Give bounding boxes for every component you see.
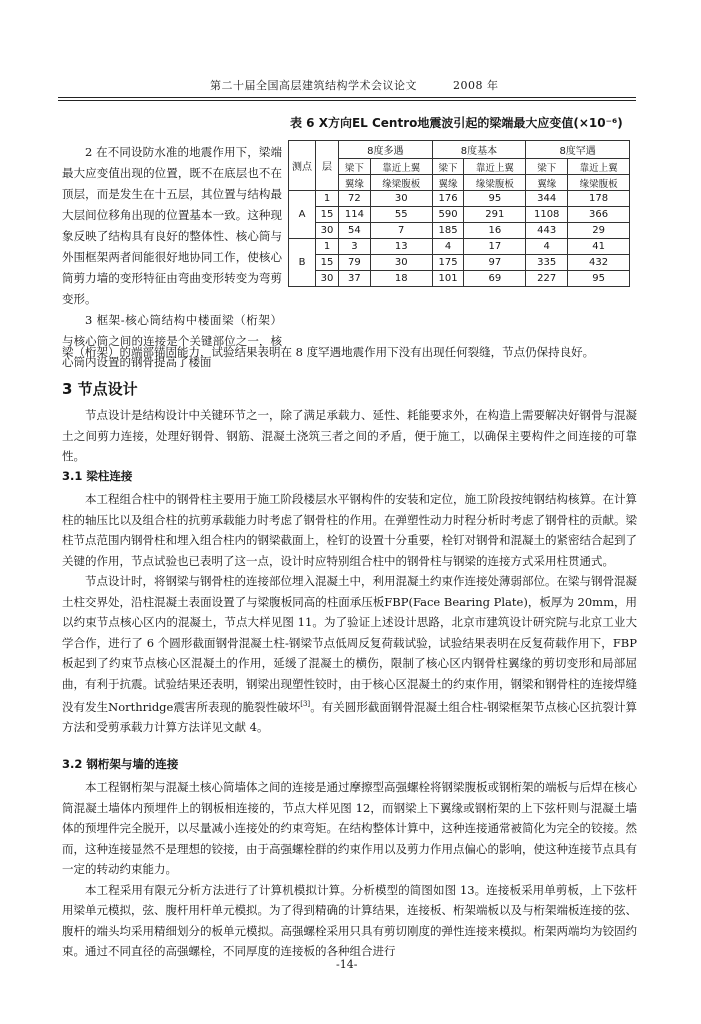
section-heading: 3 节点设计 [62, 380, 138, 398]
table-header-row [289, 141, 630, 159]
conclusion-paragraph-3: 3 框架-核心筒结构中楼面梁（桁架）与核心筒之间的连接是个关键部位之一，核心筒内设置的钢骨提高了楼面 [62, 313, 282, 369]
table-cell: 178 [568, 191, 630, 207]
table-cell: 4 [526, 239, 568, 255]
subheader-bottom: 翼缘 [339, 175, 371, 191]
table-cell: 3 [339, 239, 371, 255]
table-cell: 30 [370, 191, 432, 207]
table-cell: 79 [339, 255, 371, 271]
subheader-bottom: 缘梁腹板 [568, 175, 630, 191]
table-cell: 15 [316, 255, 339, 271]
conclusion-paragraph-3-continued: 梁（桁架）的端部锚固能力，试验结果表明在 8 度罕遇地震作用下没有出现任何裂缝，节点仍保持良好。 [62, 345, 595, 359]
table-cell: 17 [464, 239, 526, 255]
header-floor: 层 [316, 141, 339, 191]
table-cell: 55 [370, 207, 432, 223]
table-row [289, 223, 630, 239]
subsection-3-2-body [62, 777, 637, 962]
running-header [210, 77, 499, 93]
subheader-bottom: 翼缘 [526, 175, 568, 191]
subheader-top: 梁下 [526, 159, 568, 175]
table-cell: 16 [464, 223, 526, 239]
table-cell: 18 [370, 271, 432, 287]
table-row [289, 207, 630, 223]
conclusion-paragraph-2: 2 在不同设防水准的地震作用下，梁端最大应变值出现的位置，既不在底层也不在顶层，而是发生在十五层，其位置与结构最大层间位移角出现的位置基本一致。这种现象反映了结构具有良好的整体性、核心筒与外围框架两者间能很好地协同工作，使核心筒剪力墙的变形特征由弯曲变形转变为弯剪变形。 [62, 145, 282, 306]
point-label: B [289, 239, 316, 287]
table-cell: 176 [432, 191, 464, 207]
table-cell: 185 [432, 223, 464, 239]
subheader-top: 梁下 [432, 159, 464, 175]
table-caption: 表 6 X方向EL Centro地震波引起的梁端最大应变值(×10⁻⁶) [290, 116, 623, 130]
subheader-top: 靠近上翼 [370, 159, 432, 175]
table-cell: 4 [432, 239, 464, 255]
table-cell: 1 [316, 239, 339, 255]
table-cell: 95 [568, 271, 630, 287]
body-paragraph: 节点设计是结构设计中关键环节之一，除了满足承载力、延性、耗能要求外，在构造上需要解决好钢骨与混凝土之间剪力连接，处理好钢骨、钢筋、混凝土浇筑三者之间的矛盾，便于施工，以确保主要构件之间连接的可靠性。 [62, 408, 637, 463]
section-intro [62, 405, 637, 467]
table-cell: 366 [568, 207, 630, 223]
table-cell: 344 [526, 191, 568, 207]
table-row [289, 271, 630, 287]
header-rule-double [58, 100, 636, 101]
col-group-1: 8度多遇 [339, 141, 433, 159]
table-cell: 335 [526, 255, 568, 271]
table-cell: 13 [370, 239, 432, 255]
table-cell: 432 [568, 255, 630, 271]
table-cell: 175 [432, 255, 464, 271]
table-cell: 29 [568, 223, 630, 239]
header-rule [58, 97, 636, 98]
subheader-top: 靠近上翼 [568, 159, 630, 175]
left-column-text [62, 142, 282, 373]
page-number: -14- [336, 958, 358, 971]
header-year: 2008 年 [453, 79, 499, 92]
table-cell: 101 [432, 271, 464, 287]
subheader-bottom: 翼缘 [432, 175, 464, 191]
header-title: 第二十届全国高层建筑结构学术会议论文 [210, 79, 417, 92]
col-group-2: 8度基本 [432, 141, 526, 159]
header-measure-point: 测点 [289, 141, 316, 191]
subsection-3-1-body [62, 489, 637, 738]
body-paragraph: 本工程组合柱中的钢骨柱主要用于施工阶段楼层水平钢构件的安装和定位，施工阶段按纯钢结构核算。在计算柱的轴压比以及组合柱的抗剪承载能力时考虑了钢骨柱的作用。在弹塑性动力时程分析时考虑了钢骨柱的贡献。梁柱节点范围内钢骨柱和埋入组合柱内的钢梁截面上，栓钉的设置十分重要，栓钉对钢骨和混凝土的紧密结合起到了关键的作用，节点试验也已表明了这一点，设计时应特别组合柱中的钢骨柱与钢梁的连接方式采用柱贯通式。 [62, 492, 637, 568]
table-row [289, 255, 630, 271]
point-label: A [289, 191, 316, 239]
subheader-top: 梁下 [339, 159, 371, 175]
table-cell: 590 [432, 207, 464, 223]
table-cell: 7 [370, 223, 432, 239]
subheader-top: 靠近上翼 [464, 159, 526, 175]
table-cell: 30 [316, 271, 339, 287]
table-cell: 30 [316, 223, 339, 239]
table-cell: 72 [339, 191, 371, 207]
table-cell: 97 [464, 255, 526, 271]
table-cell: 1 [316, 191, 339, 207]
subheader-bottom: 缘梁腹板 [464, 175, 526, 191]
table-cell: 37 [339, 271, 371, 287]
table-subheader-row [289, 159, 630, 175]
table-subheader-row [289, 175, 630, 191]
subsection-heading: 3.1 梁柱连接 [62, 469, 133, 483]
col-group-3: 8度罕遇 [526, 141, 630, 159]
table-row [289, 191, 630, 207]
table-cell: 41 [568, 239, 630, 255]
body-text: 。有关圆形截面钢骨混凝土组合柱-钢梁框架节点核心区抗裂计算方法和受剪承载力计算方法详见文献 4。 [62, 699, 638, 735]
subheader-bottom: 缘梁腹板 [370, 175, 432, 191]
table-cell: 54 [339, 223, 371, 239]
citation: [3] [300, 700, 311, 708]
table-cell: 30 [370, 255, 432, 271]
body-paragraph: 本工程采用有限元分析方法进行了计算机模拟计算。分析模型的简图如图 13。连接板采用单剪板，上下弦杆用梁单元模拟，弦、腹杆用杆单元模拟。为了得到精确的计算结果，连接板、桁架端板以及与桁架端板连接的弦、腹杆的端头均采用精细划分的板单元模拟。高强螺栓采用只具有剪切刚度的弹性连接来模拟。桁架两端均为铰固约束。通过不同直径的高强螺栓，不同厚度的连接板的各种组合进行 [62, 882, 637, 958]
table-cell: 443 [526, 223, 568, 239]
table-cell: 15 [316, 207, 339, 223]
table-cell: 95 [464, 191, 526, 207]
table-row [289, 239, 630, 255]
body-text: 节点设计时，将钢梁与钢骨柱的连接部位埋入混凝土中，利用混凝土约束作连接处薄弱部位。在梁与钢骨混凝土柱交界处，沿柱混凝土表面设置了与梁腹板同高的柱面承压板FBP(Face Bearing Plate)，板厚为 20mm，用以约束节点核心区内的混凝土，节点大样见图 11。为了验证上述设计思路，北京市建筑设计研究院与北京工业大学合作，进行了 6 个圆形截面钢骨混凝土柱-钢梁节点低周反复荷载试验，试验结果表明在反复荷载作用下，FBP板起到了约束节点核心区混凝土的作用，延缓了混凝土的横伤，限制了核心区内钢骨柱翼缘的剪切变形和局部屈曲，有利于抗震。试验结果还表明，钢梁出现塑性铰时，由于核心区混凝土的约束作用，钢梁和钢骨柱的连接焊缝没有发生Northridge震害所表现的脆裂性破坏 [62, 574, 637, 714]
table-cell: 227 [526, 271, 568, 287]
body-paragraph: 本工程钢桁架与混凝土核心筒墙体之间的连接是通过摩擦型高强螺栓将钢梁腹板或钢桁架的端板与后焊在核心筒混凝土墙体内预埋件上的钢板相连接的，节点大样见图 12，而钢梁上下翼缘或钢桁架的上下弦杆则与混凝土墙体的预埋件完全脱开，以尽量减小连接处的约束弯矩。在结构整体计算中，这种连接通常被简化为完全的铰接。然而，这种连接显然不是理想的铰接，由于高强螺栓群的约束作用以及剪力作用点偏心的影响，使这种连接节点具有一定的转动约束能力。 [62, 780, 637, 876]
table-cell: 69 [464, 271, 526, 287]
body-paragraph [62, 571, 637, 738]
table-cell: 114 [339, 207, 371, 223]
table-cell: 1108 [526, 207, 568, 223]
table-cell: 291 [464, 207, 526, 223]
strain-table [288, 140, 630, 287]
subsection-heading: 3.2 钢桁架与墙的连接 [62, 757, 179, 771]
